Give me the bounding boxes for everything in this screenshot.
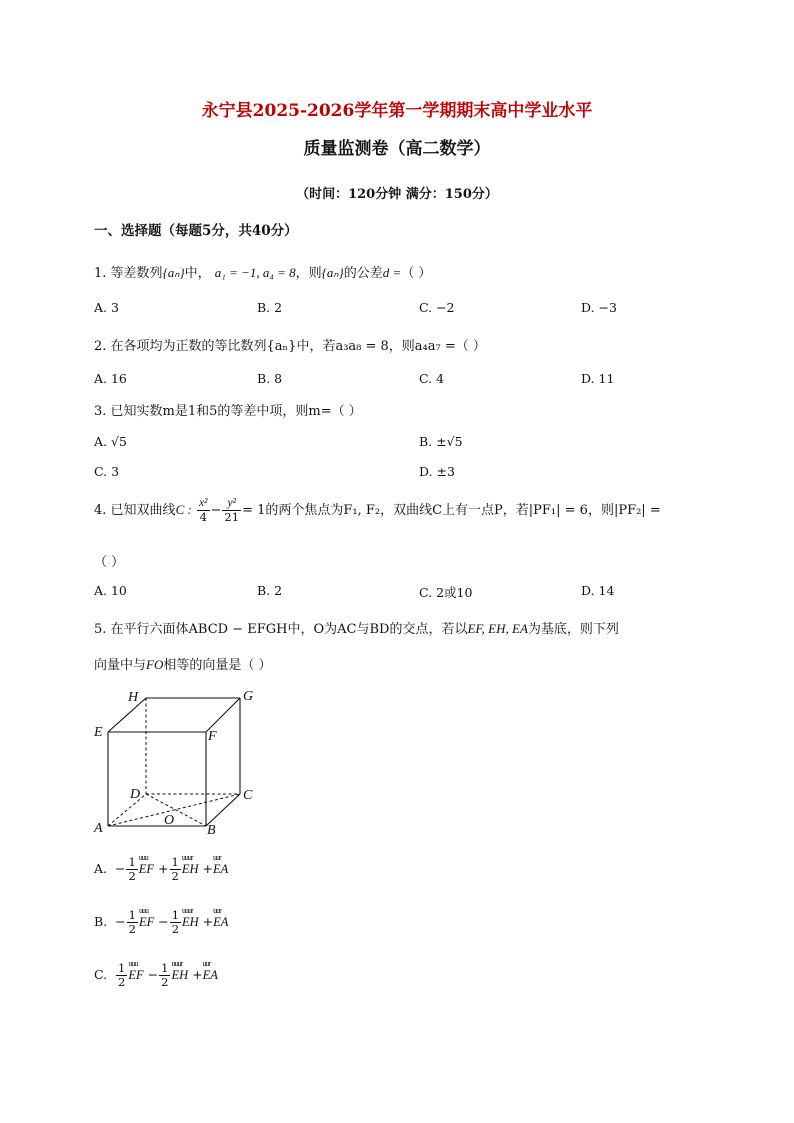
vertex-a-label: A bbox=[94, 821, 103, 836]
q4-text-b: = 1的两个焦点为F₁, F₂，双曲线C上有一点P，若|PF₁| = 6，则|PF₂| = bbox=[242, 503, 661, 518]
q5-option-c: C. $\frac{1}{2}$ uuu EF − $\frac{1}{2}$ uuur EH +uur EA bbox=[94, 962, 218, 989]
q4-text-a: 已知双曲线 bbox=[110, 503, 176, 518]
q5-text-b: 为基底，则下列 bbox=[527, 622, 619, 637]
q1-paren: （ ） bbox=[401, 266, 432, 281]
q1-seq: {aₙ} bbox=[162, 265, 185, 280]
vertex-d-label: D bbox=[130, 787, 141, 802]
q1-condition: a₁ = −1, a₄ = 8 bbox=[214, 265, 296, 280]
q1-d: d = bbox=[382, 265, 402, 280]
q4-option-d: D. 14 bbox=[581, 583, 615, 598]
q5-basis: EF, EH, EA bbox=[467, 621, 528, 636]
q2-option-a: A. 16 bbox=[94, 371, 127, 386]
vertex-e-label: E bbox=[94, 725, 103, 740]
q4-fraction-y: $\frac{\text{y²}}{21}$ bbox=[224, 497, 240, 524]
q3-option-c: C. 3 bbox=[94, 464, 120, 479]
q4-paren: （ ） bbox=[94, 555, 125, 570]
exam-meta: （时间：120分钟 满分：150分） bbox=[296, 187, 498, 202]
q4-option-c: C. 2或10 bbox=[419, 585, 473, 600]
q1-text-a: 等差数列 bbox=[110, 266, 163, 281]
question-2: 2. 在各项均为正数的等比数列{aₙ}中，若a₃a₈ = 8，则a₄a₇ =（ ） bbox=[94, 339, 486, 354]
q4-curve: C : bbox=[175, 502, 192, 517]
vertex-f-label: F bbox=[208, 729, 217, 744]
q4-option-b: B. 2 bbox=[257, 583, 283, 598]
q5-vector-fo: FO bbox=[146, 657, 164, 672]
q5-option-a: A. − $\frac{1}{2}$ uuu EF + $\frac{1}{2}$ uuur EH +uur EA bbox=[94, 856, 228, 883]
q1-text-b: 中， bbox=[184, 266, 211, 281]
q2-option-d: D. 11 bbox=[581, 371, 615, 386]
q3-option-a: A. √5 bbox=[94, 434, 127, 449]
point-o-label: O bbox=[164, 813, 175, 828]
q4-number: 4. bbox=[94, 503, 107, 518]
q1-option-c: C. −2 bbox=[419, 300, 455, 315]
question-5-line2 bbox=[94, 654, 272, 673]
q1-text-d: 的公差 bbox=[343, 266, 383, 281]
parallelepiped-figure bbox=[88, 684, 268, 840]
section-heading: 一、选择题（每题5分，共40分） bbox=[94, 223, 298, 239]
exam-title-line1: 永宁县2025-2026学年第一学期期末高中学业水平 bbox=[201, 101, 593, 121]
q5-number: 5. bbox=[94, 622, 107, 637]
q5-text-a: 在平行六面体ABCD − EFGH中，O为AC与BD的交点，若以 bbox=[110, 622, 468, 637]
q1-option-d: D. −3 bbox=[581, 300, 617, 315]
q1-option-b: B. 2 bbox=[257, 300, 283, 315]
q1-option-a: A. 3 bbox=[94, 300, 119, 315]
q5-line2-b: 相等的向量是（ ） bbox=[163, 658, 272, 673]
q2-option-b: B. 8 bbox=[257, 371, 283, 386]
q3-option-d: D. ±3 bbox=[419, 464, 455, 479]
q2-option-c: C. 4 bbox=[419, 371, 445, 386]
vertex-g-label: G bbox=[243, 689, 254, 704]
vertex-c-label: C bbox=[243, 788, 253, 803]
q4-option-a: A. 10 bbox=[94, 583, 127, 598]
question-3: 3. 已知实数m是1和5的等差中项，则m=（ ） bbox=[94, 404, 362, 419]
q5-line2-a: 向量中与 bbox=[94, 658, 147, 673]
q1-seq-2: {aₙ} bbox=[321, 265, 344, 280]
question-5 bbox=[94, 618, 619, 637]
vertex-b-label: B bbox=[207, 823, 216, 838]
q4-fraction-x: $\frac{\text{x²}}{4}$ bbox=[198, 497, 208, 524]
q1-text-c: ，则 bbox=[295, 266, 322, 281]
q3-option-b: B. ±√5 bbox=[419, 434, 463, 449]
q5-option-b: B. − $\frac{1}{2}$ uuu EF − $\frac{1}{2}$ uuur EH +uur EA bbox=[94, 909, 228, 936]
vertex-h-label: H bbox=[128, 690, 139, 705]
q1-number: 1. bbox=[94, 266, 107, 281]
question-1 bbox=[94, 262, 431, 281]
exam-title-line2: 质量监测卷（高二数学） bbox=[303, 139, 491, 159]
question-4: 4. 已知双曲线C : $\frac{\text{x²}}{4}$ − $\frac{\text{y²}}{21}$ = 1的两个焦点为F₁, F₂，双曲线C上有一点P，若|PF₁| = 6，则|PF₂| = bbox=[94, 497, 661, 524]
